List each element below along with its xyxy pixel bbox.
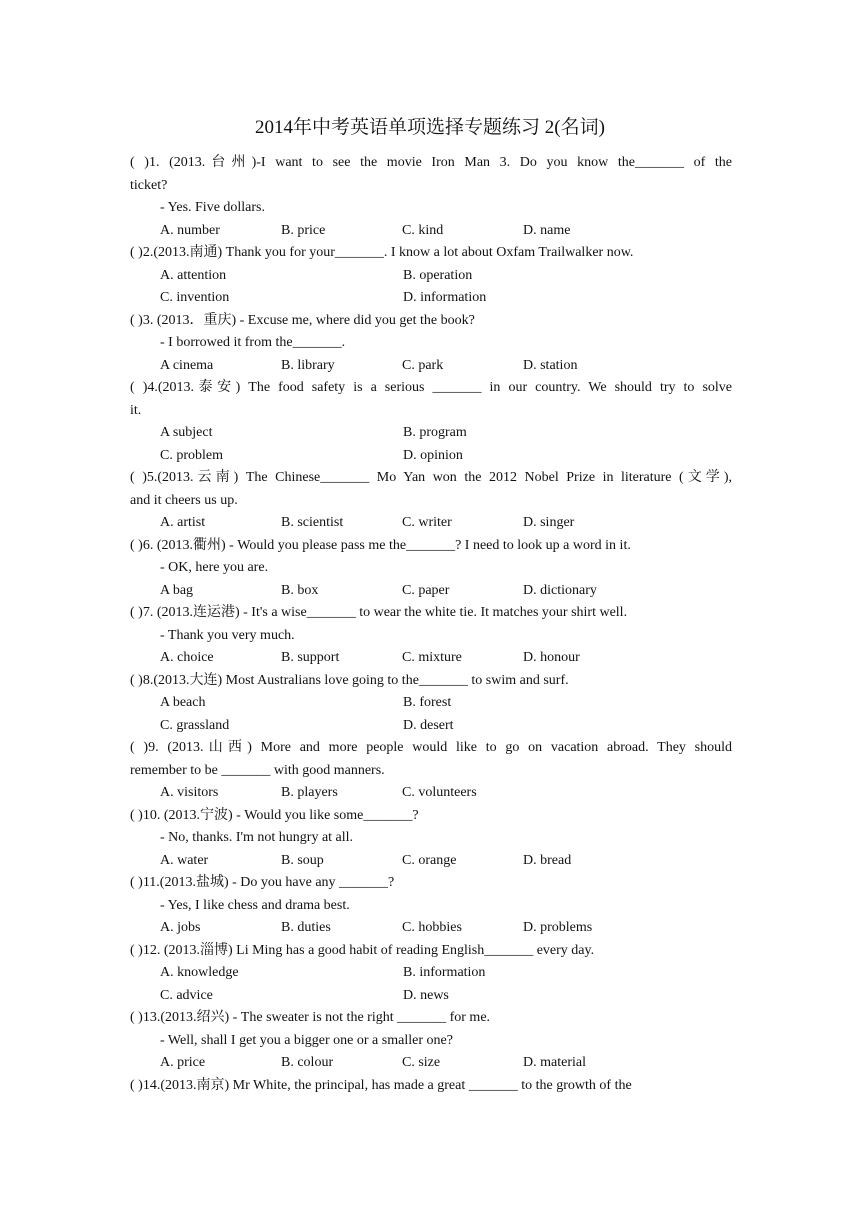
- option-choice: B. library: [281, 357, 335, 373]
- question-stem-line: ( )2.(2013.南通) Thank you for your_______. I know a lot about Oxfam Trailwalker now.: [130, 245, 634, 260]
- option-choice: D. desert: [403, 717, 454, 733]
- question-stem-line: ( )3. (2013．重庆) - Excuse me, where did you get the book?: [130, 312, 475, 328]
- option-choice: A bag: [160, 582, 194, 598]
- question-stem-line: ticket?: [130, 177, 168, 193]
- option-choice: B. information: [403, 965, 486, 980]
- options-row: [130, 715, 732, 738]
- option-choice: D. honour: [523, 650, 580, 665]
- option-choice: A subject: [160, 425, 213, 440]
- question-reply: - Well, shall I get you a bigger one or a smaller one?: [160, 1032, 453, 1048]
- options-row: [130, 962, 732, 985]
- options-row: [130, 355, 732, 378]
- question-item: [130, 310, 732, 378]
- question-item: [130, 377, 732, 467]
- question-item: [130, 602, 732, 670]
- options-row: [130, 220, 732, 243]
- option-choice: C. hobbies: [402, 920, 462, 935]
- option-choice: A cinema: [160, 357, 214, 373]
- option-choice: B. scientist: [281, 515, 344, 530]
- option-choice: D. name: [523, 222, 571, 238]
- option-choice: A. jobs: [160, 920, 201, 935]
- option-choice: A. price: [160, 1055, 206, 1070]
- option-choice: C. mixture: [402, 650, 462, 665]
- option-choice: B. forest: [403, 695, 452, 710]
- option-choice: D. opinion: [403, 447, 463, 463]
- question-item: [130, 670, 732, 738]
- option-choice: C. kind: [402, 222, 444, 238]
- question-stem-line: ( )13.(2013.绍兴) - The sweater is not the right _______ for me.: [130, 1010, 491, 1025]
- option-choice: A. water: [160, 852, 209, 868]
- option-choice: B. program: [403, 425, 467, 440]
- question-item: [130, 242, 732, 310]
- option-choice: D. dictionary: [523, 582, 597, 598]
- option-choice: C. park: [402, 357, 444, 373]
- option-choice: D. problems: [523, 920, 593, 935]
- option-choice: C. writer: [402, 515, 452, 530]
- option-choice: C. size: [402, 1055, 441, 1070]
- option-choice: A. knowledge: [160, 965, 239, 980]
- question-stem-line: ( )1. (2013.台州)-I want to see the movie Iron Man 3. Do you know the_______ of the: [130, 155, 732, 170]
- option-choice: C. invention: [160, 290, 230, 305]
- option-choice: A. visitors: [160, 785, 219, 800]
- option-choice: A. choice: [160, 650, 214, 665]
- question-stem-line: ( )12. (2013.淄博) Li Ming has a good habit of reading English_______ every day.: [130, 942, 595, 958]
- option-choice: B. players: [281, 785, 338, 800]
- option-choice: D. bread: [523, 852, 572, 868]
- question-stem-line: ( )9. (2013.山西) More and more people would like to go on vacation abroad. They should: [130, 740, 732, 755]
- option-choice: C. paper: [402, 582, 450, 598]
- question-stem-line: ( )5.(2013.云南) The Chinese_______ Mo Yan won the 2012 Nobel Prize in literature (文学),: [130, 470, 732, 485]
- question-item: [130, 467, 732, 535]
- question-stem-line: ( )11.(2013.盐城) - Do you have any _______?: [130, 875, 395, 890]
- question-reply: - Yes. Five dollars.: [160, 200, 266, 215]
- option-choice: B. box: [281, 582, 319, 598]
- option-choice: B. price: [281, 222, 326, 238]
- options-row: [130, 917, 732, 940]
- question-reply: - Thank you very much.: [160, 627, 295, 643]
- page-title: 2014年中考英语单项选择专题练习 2(名词): [255, 117, 605, 138]
- question-stem-line: and it cheers us up.: [130, 492, 238, 508]
- question-stem-line: ( )7. (2013.连运港) - It's a wise_______ to wear the white tie. It matches your shirt well.: [130, 605, 628, 620]
- option-choice: D. station: [523, 357, 578, 373]
- question-item: [130, 872, 732, 940]
- option-choice: B. duties: [281, 920, 331, 935]
- option-choice: C. orange: [402, 852, 457, 868]
- question-item: [130, 805, 732, 873]
- question-stem-line: ( )14.(2013.南京) Mr White, the principal, has made a great _______ to the growth of the: [130, 1077, 632, 1093]
- question-stem-line: it.: [130, 402, 142, 418]
- question-stem-line: ( )10. (2013.宁波) - Would you like some_______?: [130, 807, 419, 823]
- question-reply: - No, thanks. I'm not hungry at all.: [160, 830, 354, 845]
- option-choice: A beach: [160, 695, 206, 710]
- option-choice: D. material: [523, 1055, 586, 1070]
- question-stem-line: ( )6. (2013.衢州) - Would you please pass me the_______? I need to look up a word in it.: [130, 537, 631, 553]
- question-reply: - I borrowed it from the_______.: [160, 335, 346, 350]
- options-row: [130, 422, 732, 445]
- question-list: [130, 152, 732, 1097]
- question-reply: - OK, here you are.: [160, 560, 269, 575]
- question-item: [130, 535, 732, 603]
- option-choice: B. support: [281, 650, 340, 665]
- question-stem-line: remember to be _______ with good manners.: [130, 762, 385, 778]
- question-stem-line: ( )4.(2013.泰安) The food safety is a serious _______ in our country. We should try to solve: [130, 380, 732, 395]
- question-item: [130, 1007, 732, 1075]
- options-row: [130, 445, 732, 468]
- question-item: [130, 940, 732, 1008]
- question-item: [130, 152, 732, 242]
- options-row: [130, 512, 732, 535]
- option-choice: B. colour: [281, 1055, 334, 1070]
- option-choice: C. advice: [160, 987, 213, 1003]
- question-item: [130, 737, 732, 805]
- option-choice: D. information: [403, 290, 487, 305]
- option-choice: C. volunteers: [402, 785, 477, 800]
- question-item: [130, 1075, 732, 1098]
- options-row: [130, 782, 732, 805]
- option-choice: A. artist: [160, 515, 206, 530]
- options-row: [130, 985, 732, 1008]
- question-stem-line: ( )8.(2013.大连) Most Australians love going to the_______ to swim and surf.: [130, 672, 569, 688]
- options-row: [130, 265, 732, 288]
- options-row: [130, 850, 732, 873]
- option-choice: B. operation: [403, 267, 473, 283]
- option-choice: B. soup: [281, 852, 324, 868]
- option-choice: C. grassland: [160, 717, 230, 733]
- options-row: [130, 692, 732, 715]
- option-choice: D. news: [403, 987, 449, 1003]
- option-choice: A. attention: [160, 267, 227, 283]
- options-row: [130, 287, 732, 310]
- option-choice: C. problem: [160, 447, 223, 463]
- option-choice: D. singer: [523, 515, 575, 530]
- options-row: [130, 580, 732, 603]
- options-row: [130, 1052, 732, 1075]
- options-row: [130, 647, 732, 670]
- option-choice: A. number: [160, 222, 220, 238]
- question-reply: - Yes, I like chess and drama best.: [160, 897, 350, 913]
